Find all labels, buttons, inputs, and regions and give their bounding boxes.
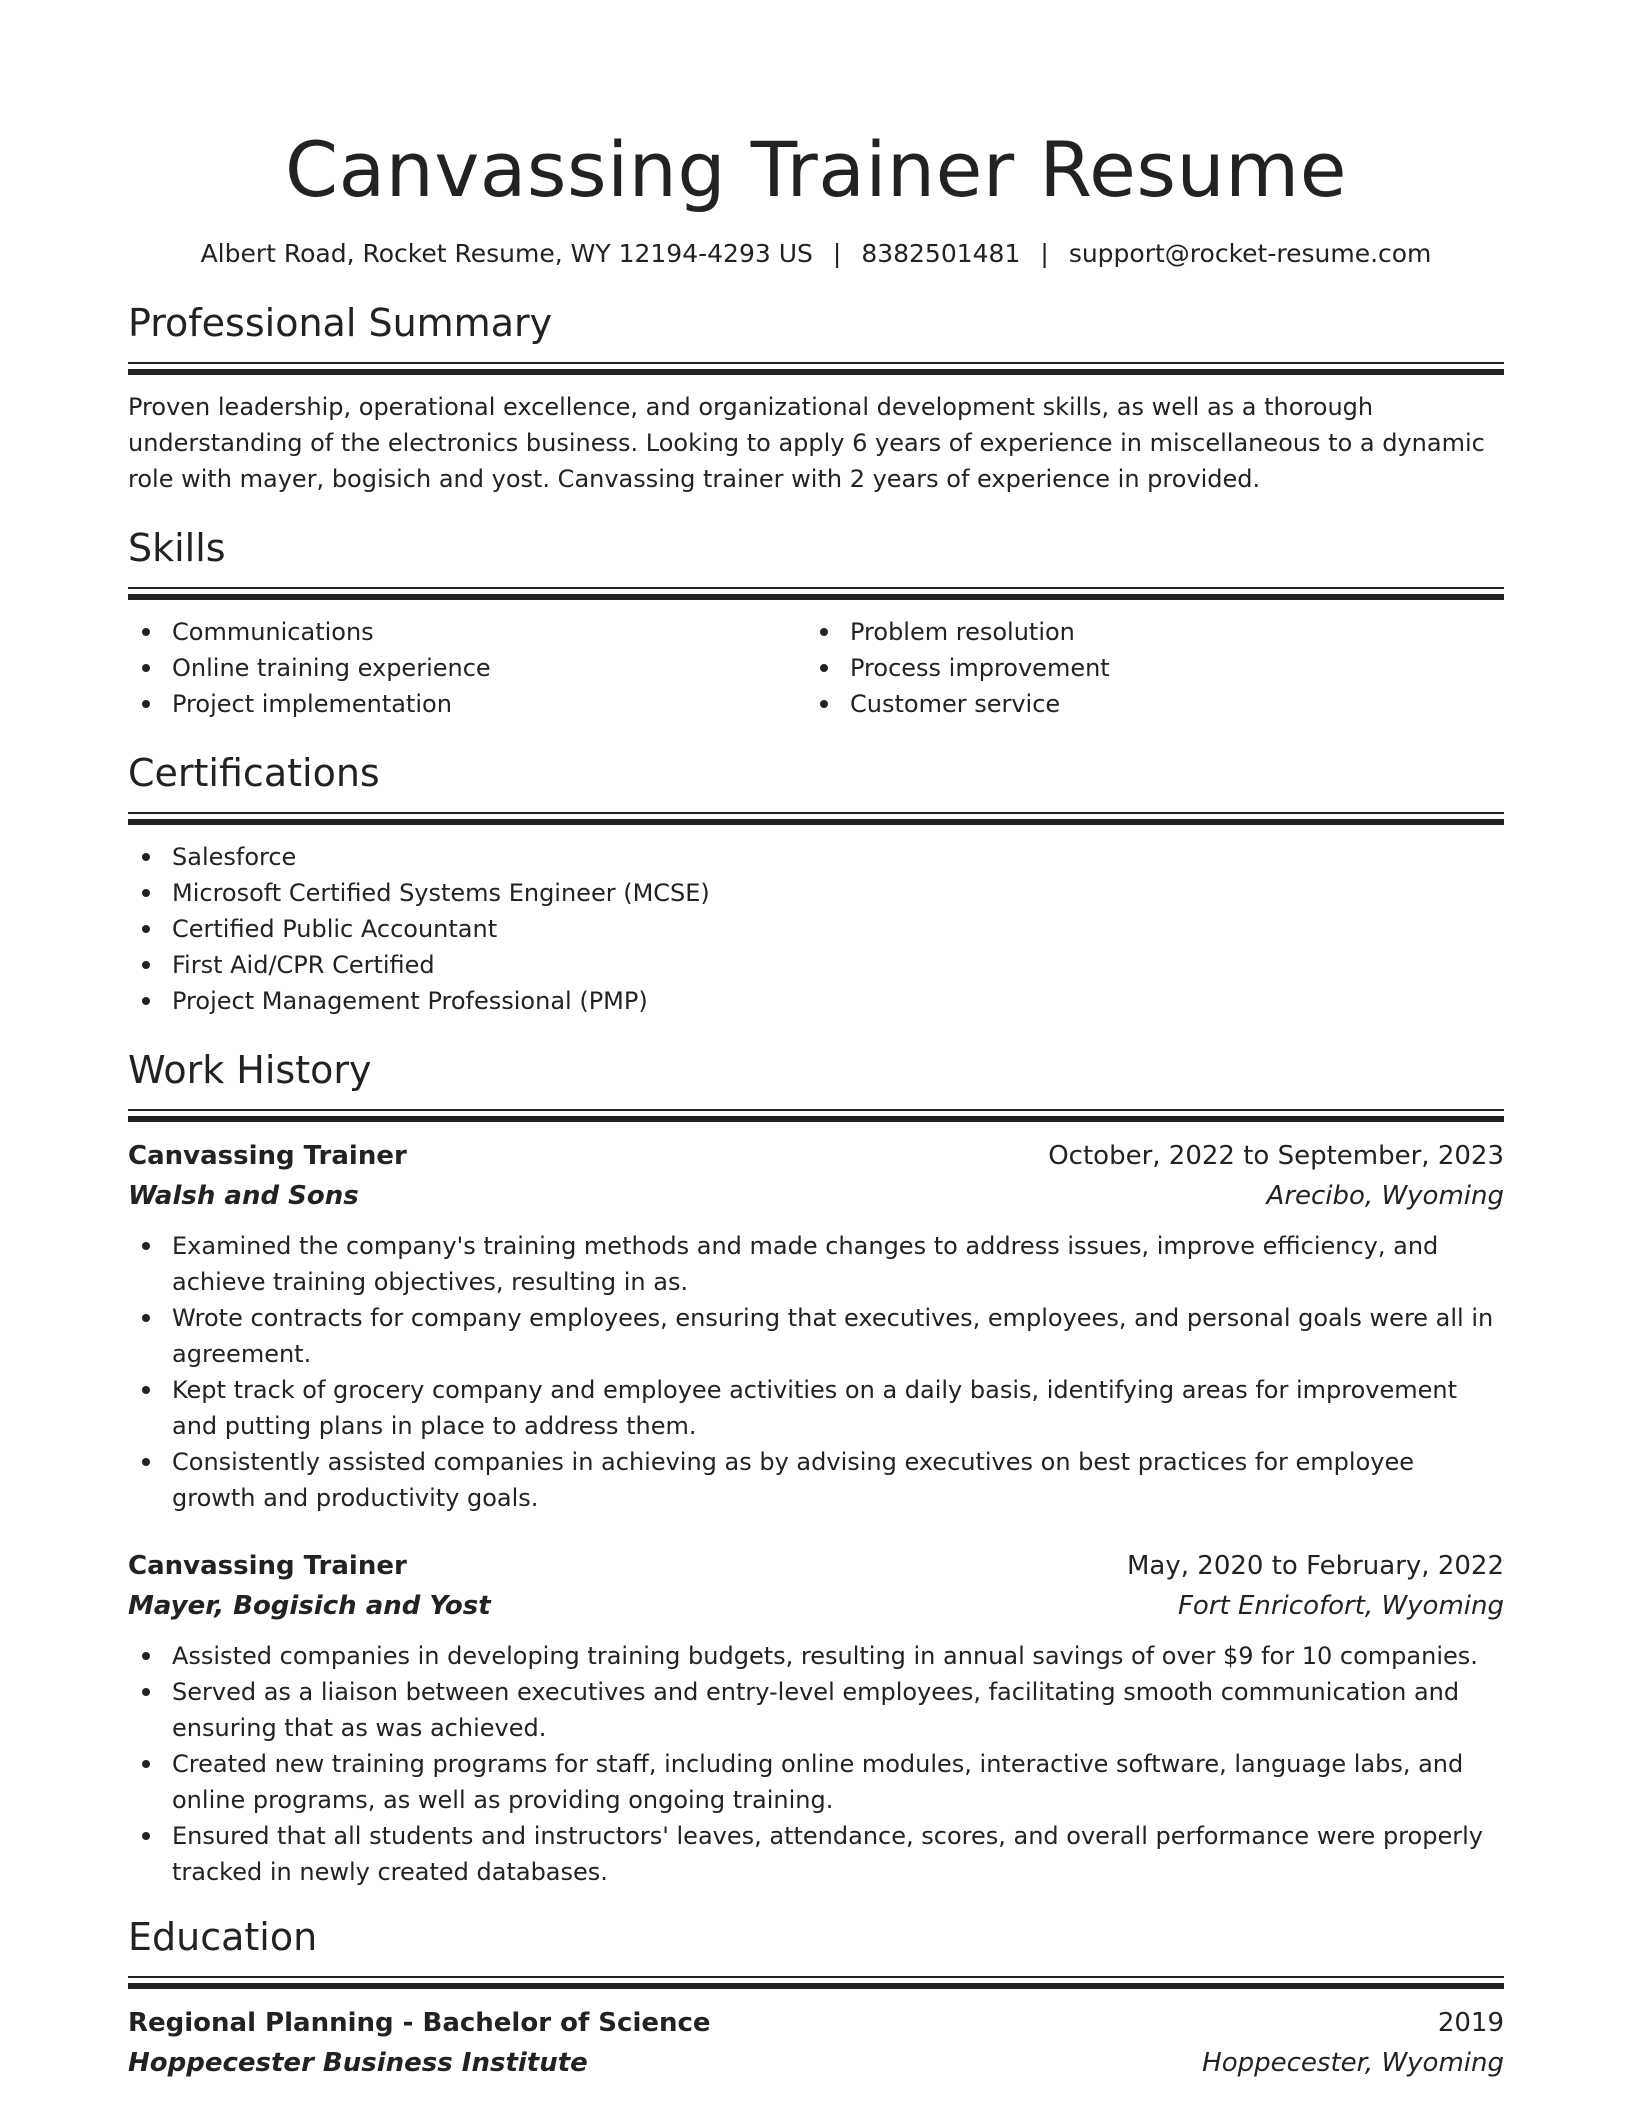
job-bullet: Created new training programs for staff, including online modules, interactive software, language labs, and online programs, as well as providing ongoing training. [128,1746,1504,1818]
skill-item: Customer service [806,686,1484,722]
job-dates: October, 2022 to September, 2023 [1048,1141,1504,1171]
job-company: Mayer, Bogisich and Yost [128,1591,491,1621]
certification-item: First Aid/CPR Certified [128,947,1504,983]
job-entry [128,1136,1504,1516]
skill-item: Online training experience [128,650,806,686]
skill-item: Problem resolution [806,614,1484,650]
skills-columns [128,614,1504,722]
education-heading: Education [128,1915,318,1959]
skills-section [128,525,1504,722]
job-location: Fort Enricofort, Wyoming [1177,1591,1504,1621]
skill-item: Communications [128,614,806,650]
certifications-section [128,750,1504,1019]
section-divider [128,812,1504,825]
job-bullet: Ensured that all students and instructors' leaves, attendance, scores, and overall performance were properly tracked in newly created databases. [128,1818,1504,1890]
contact-line [128,238,1504,270]
work-history-section [128,1047,1504,1890]
section-divider [128,587,1504,600]
job-bullet: Wrote contracts for company employees, ensuring that executives, employees, and personal goals were all in agreement. [128,1300,1504,1372]
section-divider [128,362,1504,375]
certification-item: Certified Public Accountant [128,911,1504,947]
education-location: Hoppecester, Wyoming [1202,2048,1504,2078]
summary-section [128,300,1504,497]
certifications-list [128,839,1504,1019]
job-bullet-list [128,1228,1504,1516]
job-dates: May, 2020 to February, 2022 [1127,1551,1504,1581]
job-location: Arecibo, Wyoming [1266,1181,1504,1211]
job-company: Walsh and Sons [128,1181,359,1211]
contact-separator: | [1040,239,1049,268]
certification-item: Salesforce [128,839,1504,875]
summary-heading: Professional Summary [128,301,553,345]
skill-item: Project implementation [128,686,806,722]
contact-phone: 8382501481 [861,239,1021,268]
certifications-heading: Certifications [128,751,380,795]
resume-title: Canvassing Trainer Resume [285,125,1347,214]
contact-address: Albert Road, Rocket Resume, WY 12194-4293 US [200,239,813,268]
job-bullet-list [128,1638,1504,1890]
resume-page [128,0,1504,2083]
education-entry [128,2003,1504,2083]
job-title: Canvassing Trainer [128,1141,407,1171]
education-section [128,1914,1504,2083]
skills-heading: Skills [128,526,226,570]
job-bullet: Kept track of grocery company and employee activities on a daily basis, identifying areas for improvement and putting plans in place to address them. [128,1372,1504,1444]
job-title: Canvassing Trainer [128,1551,407,1581]
certification-item: Project Management Professional (PMP) [128,983,1504,1019]
section-divider [128,1109,1504,1122]
education-school: Hoppecester Business Institute [128,2048,588,2078]
contact-separator: | [832,239,842,268]
job-entry [128,1546,1504,1890]
contact-email: support@rocket-resume.com [1068,239,1432,268]
education-year: 2019 [1437,2008,1504,2038]
job-bullet: Assisted companies in developing training budgets, resulting in annual savings of over $9 for 10 companies. [128,1638,1504,1674]
education-degree: Regional Planning - Bachelor of Science [128,2008,711,2038]
job-bullet: Consistently assisted companies in achieving as by advising executives on best practices for employee growth and productivity goals. [128,1444,1504,1516]
job-bullet: Examined the company's training methods and made changes to address issues, improve efficiency, and achieve training objectives, resulting in as. [128,1228,1504,1300]
certification-item: Microsoft Certified Systems Engineer (MCSE) [128,875,1504,911]
skill-item: Process improvement [806,650,1484,686]
work-history-heading: Work History [128,1048,372,1092]
job-bullet: Served as a liaison between executives and entry-level employees, facilitating smooth communication and ensuring that as was achieved. [128,1674,1504,1746]
skills-list-right [806,614,1484,722]
section-divider [128,1976,1504,1989]
summary-text: Proven leadership, operational excellence, and organizational development skills, as well as a thorough understanding of the electronics business. Looking to apply 6 years of experience in miscellaneous to a dynamic role with mayer, bogisich and yost. Canvassing trainer with 2 years of experience in provided. [128,393,1485,493]
skills-list-left [128,614,806,722]
